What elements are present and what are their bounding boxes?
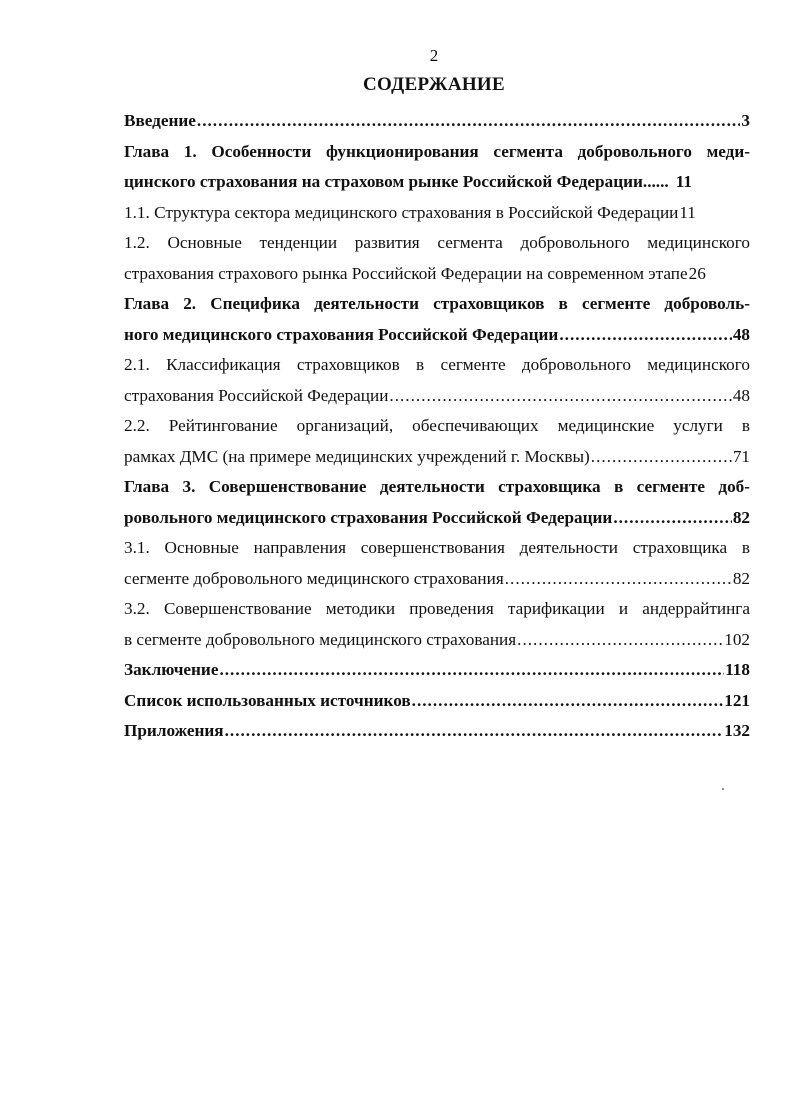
toc-leader-dots	[197, 106, 741, 137]
toc-entry-page: 118	[725, 660, 750, 679]
toc-entry-page: 82	[732, 507, 750, 527]
toc-entry-page: 48	[732, 324, 750, 344]
toc-leader-dots	[613, 503, 731, 534]
toc-entry-page: 48	[732, 385, 750, 405]
toc-entry-appendices[interactable]	[124, 716, 750, 747]
toc-entry-page: 3	[741, 111, 750, 130]
toc-entry-page: 26	[688, 263, 706, 283]
toc-entry-title: Приложения	[124, 721, 224, 740]
toc-entry-title-line-2: ного медицинского страхования Российской Федерации	[124, 324, 559, 344]
toc-entry-title-line-1: 2.1. Классификация страховщиков в сегменте добровольного медицинского	[124, 355, 750, 374]
toc-entry-conclusion[interactable]	[124, 655, 750, 686]
toc-entry-title: 1.1. Структура сектора медицинского страхования в Российской Федерации	[124, 202, 679, 222]
toc-entry-chapter-3[interactable]	[124, 472, 750, 533]
page-number: 2	[429, 46, 439, 65]
toc-entry-title-line-1: 3.2. Совершенствование методики проведения тарификации и андеррайтинга	[124, 599, 750, 618]
toc-entry-title-line-2: ровольного медицинского страхования Российской Федерации	[124, 507, 613, 527]
toc-entry-references[interactable]	[124, 686, 750, 717]
toc-entry-section-3-2[interactable]	[124, 594, 750, 655]
toc-leader-dots	[219, 655, 724, 686]
toc-entry-title: Введение	[124, 111, 196, 130]
toc-entry-section-2-2[interactable]	[124, 411, 750, 472]
toc-entry-page: 102	[724, 629, 750, 649]
toc-entry-title-line-2: рамках ДМС (на примере медицинских учреждений г. Москвы)	[124, 446, 590, 466]
toc-entry-introduction[interactable]	[124, 106, 750, 137]
toc-title: СОДЕРЖАНИЕ	[363, 74, 505, 95]
toc-leader-dots	[505, 564, 732, 595]
scan-speck	[722, 788, 724, 790]
toc-entry-page: 132	[724, 721, 750, 740]
toc-leader-dots	[517, 625, 723, 656]
toc-entry-title-line-1: Глава 3. Совершенствование деятельности страховщика в сегменте доб-	[124, 477, 750, 496]
toc-entry-section-2-1[interactable]	[124, 350, 750, 411]
toc-leader-dots	[225, 716, 724, 747]
toc-leader-dots	[591, 442, 732, 473]
toc-entry-section-3-1[interactable]	[124, 533, 750, 594]
toc-entry-page: 71	[732, 446, 750, 466]
toc-entry-title-line-2: страхования Российской Федерации	[124, 385, 389, 405]
toc-leader-dots	[559, 320, 731, 351]
table-of-contents	[124, 106, 750, 747]
toc-entry-page: 82	[732, 568, 750, 588]
toc-entry-title-line-2: в сегменте добровольного медицинского страхования	[124, 629, 517, 649]
toc-entry-title-line-2: сегменте добровольного медицинского страхования	[124, 568, 504, 588]
toc-entry-page: 11	[675, 172, 692, 191]
toc-entry-title: Список использованных источников	[124, 690, 411, 710]
toc-leader-dots	[389, 381, 731, 412]
toc-entry-section-1-1[interactable]	[124, 198, 750, 229]
toc-entry-page: 11	[679, 202, 696, 222]
toc-entry-chapter-2[interactable]	[124, 289, 750, 350]
toc-entry-title: Заключение	[124, 660, 219, 679]
toc-entry-title-line-1: Глава 2. Специфика деятельности страховщиков в сегменте доброволь-	[124, 294, 750, 313]
toc-entry-title-line-1: 1.2. Основные тенденции развития сегмента добровольного медицинского	[124, 233, 750, 252]
toc-entry-title-line-2: цинского страхования на страховом рынке Российской Федерации......	[124, 172, 669, 191]
toc-entry-title-line-1: Глава 1. Особенности функционирования сегмента добровольного меди-	[124, 141, 750, 161]
toc-entry-title-line-1: 3.1. Основные направления совершенствования деятельности страховщика в	[124, 538, 750, 557]
toc-leader-dots	[412, 686, 724, 717]
toc-entry-title-line-2: страхования страхового рынка Российской Федерации на современном этапе	[124, 263, 688, 283]
toc-entry-title-line-1: 2.2. Рейтингование организаций, обеспечивающих медицинские услуги в	[124, 416, 750, 435]
toc-entry-chapter-1[interactable]	[124, 137, 750, 198]
toc-entry-page: 121	[724, 690, 750, 710]
toc-entry-section-1-2[interactable]	[124, 228, 750, 289]
